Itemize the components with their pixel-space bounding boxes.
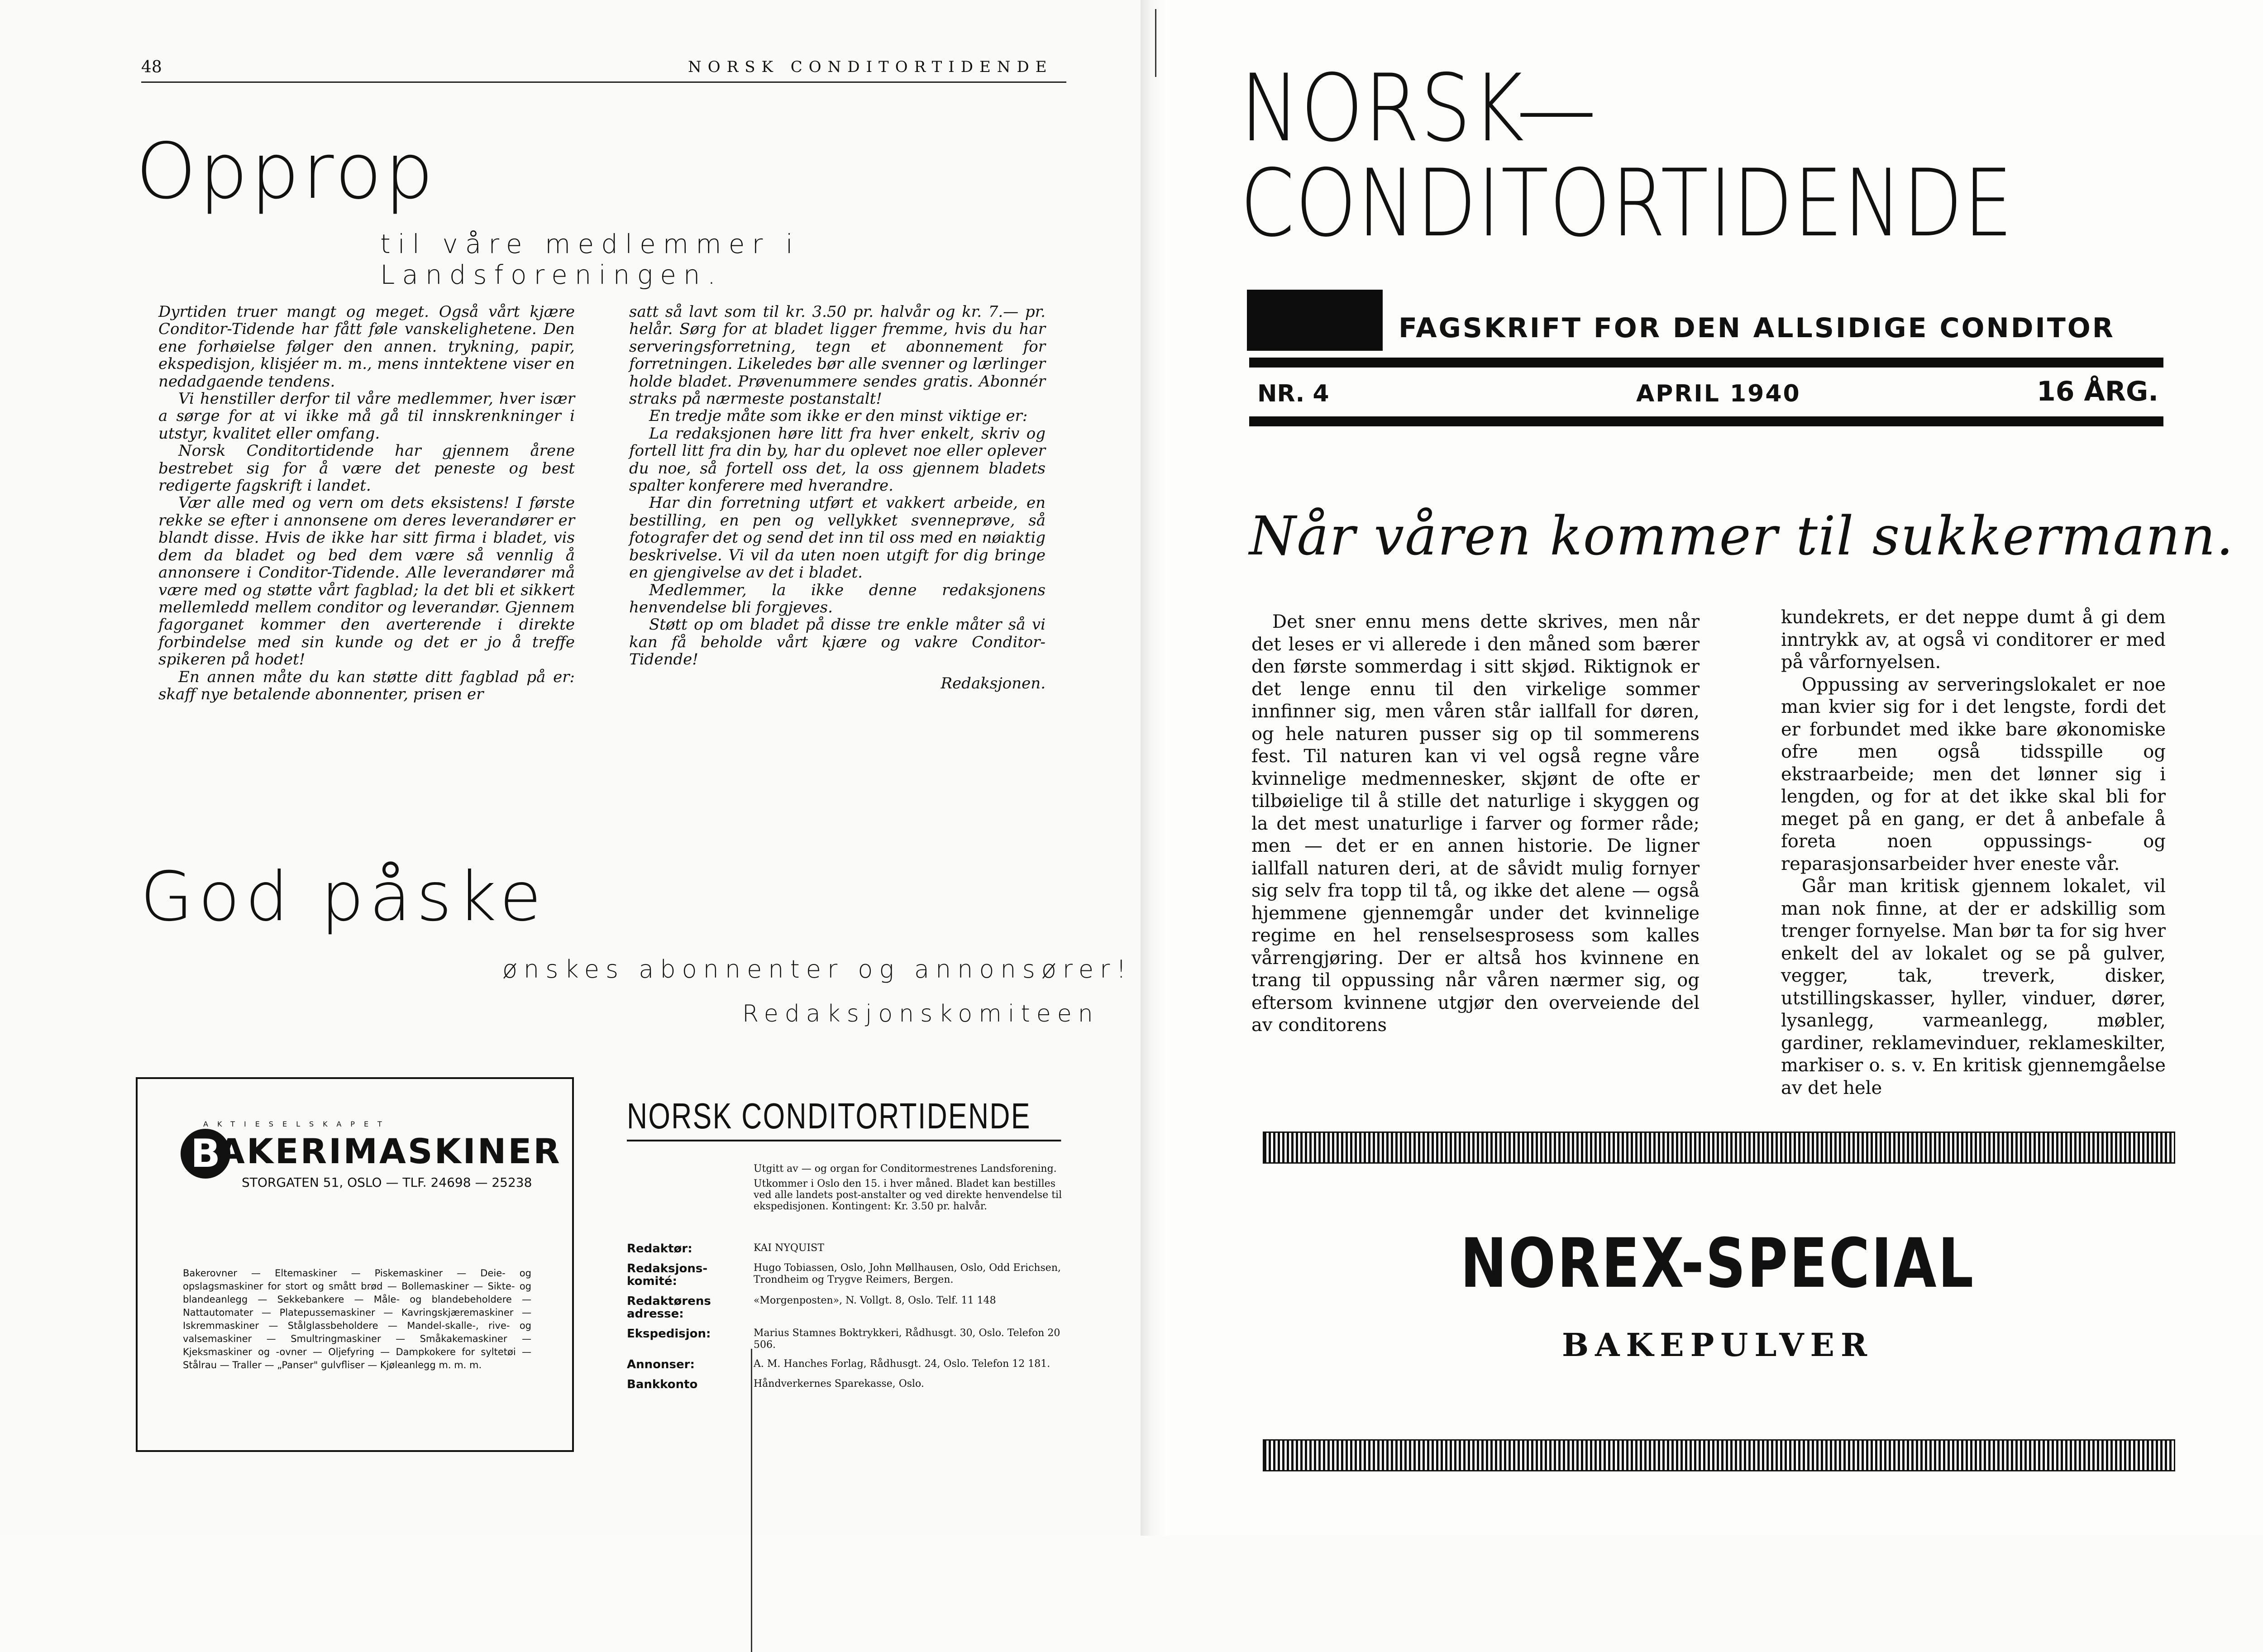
opprop-heading: Opprop bbox=[136, 127, 436, 216]
running-header: NORSK CONDITORTIDENDE bbox=[688, 58, 1053, 76]
colophon-rows bbox=[627, 1242, 1066, 1398]
letter-paragraph: Vi henstiller derfor til våre medlemmer, hver især a sørge for at vi ikke må gå til innskrenkninger i utstyr, kvalitet eller omfang. bbox=[158, 390, 575, 443]
colophon-value: «Morgenposten», N. Vollgt. 8, Oslo. Telf. 11 148 bbox=[754, 1295, 996, 1306]
easter-heading: God påske bbox=[140, 858, 547, 936]
article-paragraph: Går man kritisk gjennem lokalet, vil man nok finne, at der er adskillig som trenger fornyelse. Man bør ta for sig hver enkelt del av lokalet og se på gulver, vegger, tak, treverk, disker, utstillingskasser, hyller, vinduer, dører, lysanlegg, varmeanlegg, møbler, gardiner, reklamevinduer, reklameskilter, markiser o. s. v. En kritisk gjennemgåelse av det hele bbox=[1781, 876, 2166, 1098]
colophon-row bbox=[627, 1262, 1066, 1288]
colophon-title: NORSK CONDITORTIDENDE bbox=[627, 1095, 1061, 1141]
article-column-1 bbox=[1251, 611, 1700, 1037]
letter-paragraph: Norsk Conditortidende har gjennem årene bestrebet sig for å være det peneste og best redigerte fagskrift i landet. bbox=[158, 442, 575, 495]
colophon-intro-line: Utgitt av — og organ for Conditormestrenes Landsforening. bbox=[754, 1163, 1057, 1175]
norex-advertisement bbox=[1263, 1132, 2172, 1471]
letter-paragraph: Dyrtiden truer mangt og meget. Også vårt kjære Conditor-Tidende har fått føle vanskelighetene. Den ene forhøielse følger den annen. trykning, papir, ekspedisjon, klisjéer m. m., mens inntektene viser en nedadgaende tendens. bbox=[158, 303, 575, 391]
colophon-label: Redaktør: bbox=[627, 1242, 692, 1256]
ad-product-list: Bakerovner — Eltemaskiner — Piskemaskiner — Deie- og opslagsmaskiner for stort og smått brød — Bollemaskiner — Sikte- og blandeanlegg — Sekkebankere — Måle- og blandebeholdere — Nattautomater — Platepussemaskiner — Kavringskjæremaskiner — Iskremmaskiner — Stålglassbeholdere — Mandel-skalle-, rive- og valsemaskiner — Smultringmaskiner — Småkakemaskiner — Kjeksmaskiner og -ovner — Oljefyring — Dampkokere for syltetøi — Stålrau — Traller — „Panser" gulvfliser — Kjøleanlegg m. m. m. bbox=[183, 1268, 531, 1370]
letter-paragraph: En tredje måte som ikke er den minst viktige er: bbox=[649, 407, 1028, 425]
colophon-label: Bankkonto bbox=[627, 1378, 698, 1391]
letter-column-left bbox=[158, 303, 575, 703]
article-paragraph: kundekrets, er det neppe dumt å gi dem inntrykk av, at også vi conditorer er med på vårfornyelsen. bbox=[1781, 607, 2166, 673]
colophon bbox=[627, 1095, 1066, 1391]
colophon-row bbox=[627, 1378, 1066, 1391]
norex-brand-name: NOREX-SPECIAL bbox=[1460, 1224, 1975, 1303]
colophon-row bbox=[627, 1295, 1066, 1320]
bakerimaskiner-advertisement bbox=[136, 1077, 574, 1452]
colophon-value: Marius Stamnes Boktrykkeri, Rådhusgt. 30, Oslo. Telefon 20 506. bbox=[754, 1327, 1060, 1351]
masthead-black-block bbox=[1247, 290, 1383, 351]
letter-paragraph: Medlemmer, la ikke denne redaksjonens henvendelse bli forgjeves. bbox=[629, 581, 1046, 616]
colophon-intro bbox=[754, 1163, 1066, 1216]
page-number: 48 bbox=[141, 58, 162, 76]
masthead-rule-top bbox=[1249, 358, 2163, 368]
masthead-tagline: FAGSKRIFT FOR DEN ALLSIDIGE CONDITOR bbox=[1399, 312, 2115, 344]
ad-stripe-border-bottom bbox=[1263, 1439, 2175, 1471]
ad-stripe-border-top bbox=[1263, 1132, 2175, 1164]
colophon-label: Redaksjons-komité: bbox=[627, 1262, 708, 1288]
letter-paragraph: La redaksjonen høre litt fra hver enkelt, skriv og fortell litt fra din by, har du oplevet noe eller oplever du noe, så fortell oss det, la oss gjennem bladets spalter konferere med hverandre. bbox=[629, 424, 1046, 495]
colophon-value: Håndverkernes Sparekasse, Oslo. bbox=[754, 1378, 924, 1389]
colophon-value: Hugo Tobiassen, Oslo, John Møllhausen, Oslo, Odd Erichsen, Trondheim og Trygve Reimers, Bergen. bbox=[754, 1262, 1061, 1285]
ad-address: STORGATEN 51, OSLO — TLF. 24698 — 25238 bbox=[242, 1175, 532, 1190]
letter-paragraph: Har din forretning utført et vakkert arbeide, en bestilling, en pen og vellykket svenneprøve, så fotografer det og send det inn til oss med en nøiaktig beskrivelse. Vi vil da uten noen utgift for dig bringe en gjengivelse av det i bladet. bbox=[629, 494, 1046, 582]
easter-subheading: ønskes abonnenter og annonsører! bbox=[502, 955, 1132, 984]
masthead-line-1: NORSK— bbox=[1240, 55, 1597, 162]
colophon-label: Annonser: bbox=[627, 1358, 695, 1371]
letter-paragraph: En annen måte du kan støtte ditt fagblad på er: skaff nye betalende abonnenter, prisen er bbox=[158, 668, 575, 703]
colophon-value: KAI NYQUIST bbox=[754, 1242, 824, 1254]
colophon-row bbox=[627, 1358, 1066, 1371]
issue-number: NR. 4 bbox=[1257, 380, 1329, 407]
colophon-label: Ekspedisjon: bbox=[627, 1327, 711, 1341]
colophon-label: Redaktørens adresse: bbox=[627, 1294, 711, 1321]
ad-company-type: AKTIESELSKAPET bbox=[203, 1120, 391, 1128]
left-page bbox=[0, 0, 1141, 1536]
article-column-2 bbox=[1781, 606, 2166, 1099]
letter-signature: Redaksjonen. bbox=[941, 674, 1046, 692]
volume-number: 16 ÅRG. bbox=[2037, 376, 2159, 407]
easter-signature: Redaksjonskomiteen bbox=[742, 1000, 1099, 1027]
letter-paragraph: Støtt op om bladet på disse tre enkle måter så vi kan få beholde vårt kjære og vakre Conditor-Tidende! bbox=[629, 616, 1046, 669]
masthead-line-2: CONDITORTIDENDE bbox=[1240, 150, 2014, 258]
letter-column-right bbox=[629, 303, 1046, 692]
letter-paragraph: satt så lavt som til kr. 3.50 pr. halvår og kr. 7.— pr. helår. Sørg for at bladet ligger fremme, hvis du har serveringsforretning, tegn et abonnement for forretningen. Likeledes bør alle svenner og lærlinger holde bladet. Prøvenummere sendes gratis. Abonnér straks på nærmeste postanstalt! bbox=[629, 303, 1046, 408]
norex-product: BAKEPULVER bbox=[1561, 1326, 1874, 1364]
opprop-subheading: til våre medlemmer i Landsforeningen. bbox=[380, 229, 800, 290]
colophon-value: A. M. Hanches Forlag, Rådhusgt. 24, Oslo. Telefon 12 181. bbox=[754, 1358, 1050, 1370]
ad-company-name: AKERIMASKINER bbox=[218, 1131, 562, 1171]
article-paragraph: Det sner ennu mens dette skrives, men når det leses er vi allerede i den måned som bærer den første sommerdag i sitt skjød. Riktignok er det lenge ennu til den virkelige sommer innfinner sig, men våren står iallfall for døren, og hele naturen pusser sig op til sommerens fest. Til naturen kan vi vel også regne våre kvinnelige medmennesker, skjønt de ofte er tilbøielige til å stille det naturlige i skyggen og la det mest unaturlige i farver og former råde; men — det er en annen historie. De ligner iallfall naturen deri, at de såvidt mulig fornyer sig selv fra topp til tå, og ikke det alene — også hjemmene gjennemgår under det kvinnelige regime en hel renselsesprosess som kalles vårrengjøring. Der er altså hos kvinnene en trang til oppussing når våren nærmer sig, og eftersom kvinnene utgjør den overveiende del av conditorens bbox=[1251, 611, 1700, 1036]
colophon-row bbox=[627, 1242, 1066, 1255]
colophon-intro-line: Utkommer i Oslo den 15. i hver måned. Bladet kan bestilles ved alle landets post-anstalter og ved direkte henvendelse til ekspedisjonen. Kontingent: Kr. 3.50 pr. halvår. bbox=[754, 1178, 1062, 1212]
article-title: Når våren kommer til sukkermann. bbox=[1249, 505, 2234, 567]
issue-date: APRIL 1940 bbox=[1636, 380, 1801, 407]
page-gutter bbox=[1141, 0, 1168, 1536]
article-paragraph: Oppussing av serveringslokalet er noe man kvier sig for i det lengste, fordi det er forbundet med ikke bare økonomiske ofre men også tidsspille og ekstraarbeide; men det lønner sig i lengden, og for at det ikke skal bli for meget på en gang, er det å anbefale å foreta noen oppussings- og reparasjonsarbeider hver eneste vår. bbox=[1781, 674, 2166, 874]
masthead-rule-bottom bbox=[1249, 416, 2163, 426]
ad-initial-logo: B bbox=[181, 1129, 230, 1179]
binding-mark bbox=[1155, 9, 1156, 77]
letter-paragraph: Vær alle med og vern om dets eksistens! I første rekke se efter i annonsene om deres leverandører er blandt disse. Hvis de ikke har sitt firma i bladet, vis dem da bladet og bed dem være så vennlig å annonsere i Conditor-Tidende. Alle leverandører må være med og støtte vårt fagblad; la det bli et sikkert mellemledd mellem conditor og leverandør. Gjennem fagorganet kommer den averterende i direkte forbindelse med sin kunde og det er jo å treffe spikeren på hodet! bbox=[158, 494, 575, 669]
header-rule bbox=[141, 81, 1066, 83]
colophon-row bbox=[627, 1327, 1066, 1351]
